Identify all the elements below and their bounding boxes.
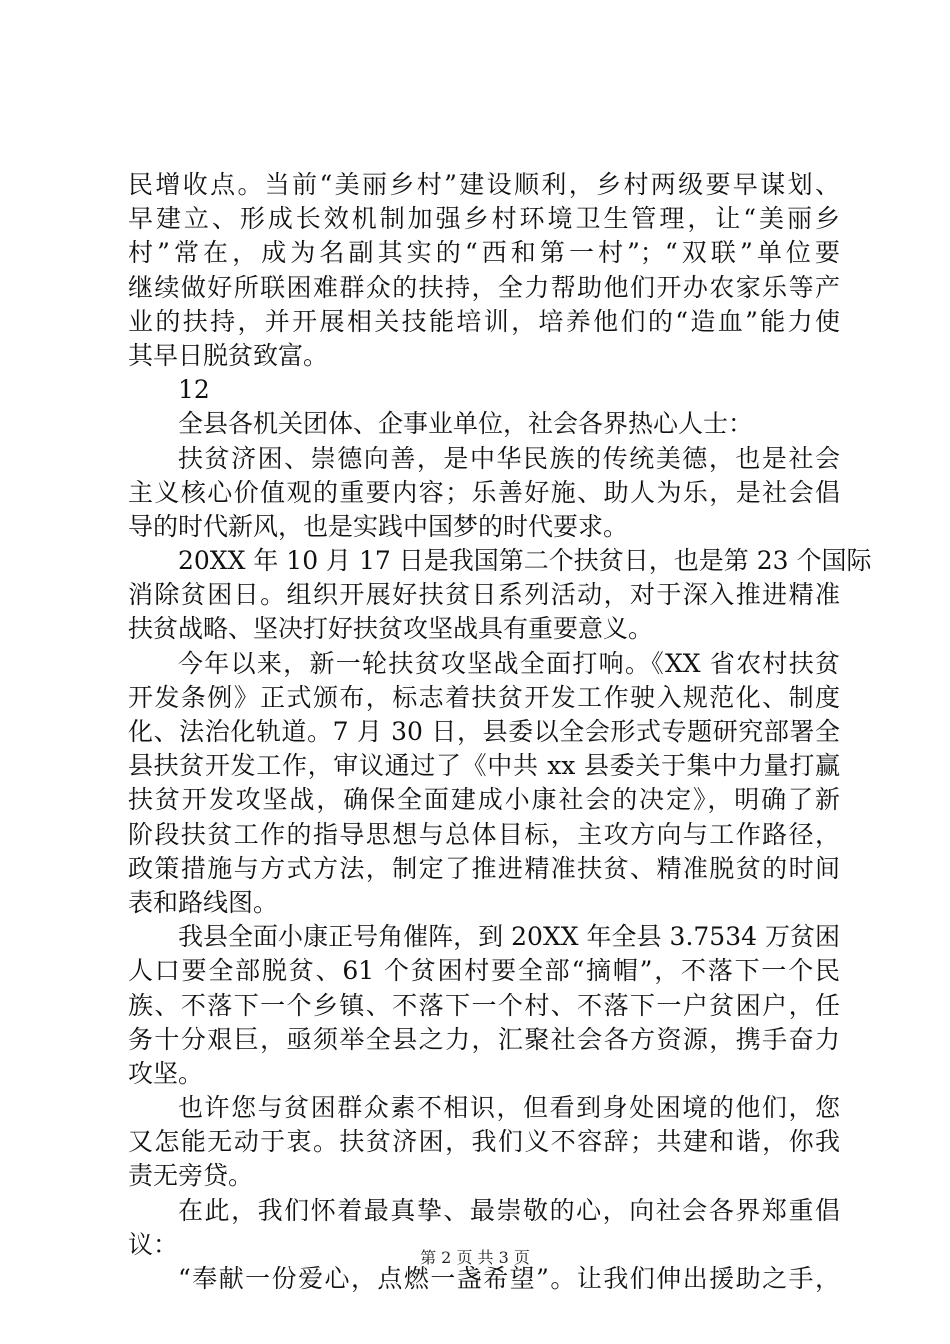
text-line: 攻坚。 <box>128 1058 204 1088</box>
text-line: 责无旁贷。 <box>128 1161 254 1191</box>
text-line: 导的时代新风，也是实践中国梦的时代要求。 <box>128 511 629 541</box>
text-line: 其早日脱贫致富。 <box>128 340 329 370</box>
text-line: 又怎能无动于衷。扶贫济困，我们义不容辞；共建和谐，你我 <box>128 1127 840 1157</box>
text-line: 早建立、形成长效机制加强乡村环境卫生管理，让“美丽乡 <box>128 204 840 234</box>
text-line: 政策措施与方式方法，制定了推进精准扶贫、精准脱贫的时间 <box>128 853 840 883</box>
text-line: 人口要全部脱贫、61 个贫困村要全部“摘帽”，不落下一个民 <box>128 956 840 986</box>
text-line: 我县全面小康正号角催阵，到 20XX 年全县 3.7534 万贫困 <box>178 922 840 952</box>
text-line: 消除贫困日。组织开展好扶贫日系列活动，对于深入推进精准 <box>128 580 840 610</box>
text-line: 也许您与贫困群众素不相识，但看到身处困境的他们，您 <box>178 1093 840 1123</box>
text-line: 主义核心价值观的重要内容；乐善好施、助人为乐，是社会倡 <box>128 477 840 507</box>
text-line: 在此，我们怀着最真挚、最崇敬的心，向社会各界郑重倡 <box>178 1195 840 1225</box>
text-line: 化、法治化轨道。7 月 30 日，县委以全会形式专题研究部署全 <box>128 717 840 746</box>
page-footer: 第 2 页 共 3 页 <box>420 1248 530 1267</box>
text-line: 阶段扶贫工作的指导思想与总体目标，主攻方向与工作路径， <box>128 819 840 849</box>
text-line: 扶贫开发攻坚战，确保全面建成小康社会的决定》，明确了新 <box>128 785 840 815</box>
text-line: 村”常在，成为名副其实的“西和第一村”；“双联”单位要 <box>128 238 840 268</box>
text-line: 扶贫济困、崇德向善，是中华民族的传统美德，也是社会 <box>178 443 840 473</box>
document-body <box>128 168 872 1296</box>
text-line: 族、不落下一个乡镇、不落下一个村、不落下一户贫困户，任 <box>128 990 840 1020</box>
text-line: 20XX 年 10 月 17 日是我国第二个扶贫日，也是第 23 个国际 <box>178 546 872 576</box>
text-line: 表和路线图。 <box>128 887 279 917</box>
text-line: 扶贫战略、坚决打好扶贫攻坚战具有重要意义。 <box>128 614 654 644</box>
text-line: 12 <box>178 375 210 405</box>
text-line: 业的扶持，并开展相关技能培训，培养他们的“造血”能力使 <box>128 306 840 336</box>
text-line: 务十分艰巨，亟须举全县之力，汇聚社会各方资源，携手奋力 <box>128 1024 840 1054</box>
text-line: 民增收点。当前“美丽乡村”建设顺利，乡村两级要早谋划、 <box>128 170 840 199</box>
text-line: 继续做好所联困难群众的扶持，全力帮助他们开办农家乐等产 <box>128 272 840 302</box>
text-line: 今年以来，新一轮扶贫攻坚战全面打响。《XX 省农村扶贫 <box>178 648 840 678</box>
text-line: “奉献一份爱心，点燃一盏希望”。让我们伸出援助之手， <box>178 1264 840 1293</box>
text-line: 开发条例》正式颁布，标志着扶贫开发工作驶入规范化、制度 <box>128 682 840 712</box>
text-line: 议： <box>128 1229 179 1259</box>
text-line: 县扶贫开发工作，审议通过了《中共 xx 县委关于集中力量打赢 <box>128 751 840 781</box>
text-line: 全县各机关团体、企事业单位，社会各界热心人士： <box>178 409 754 439</box>
